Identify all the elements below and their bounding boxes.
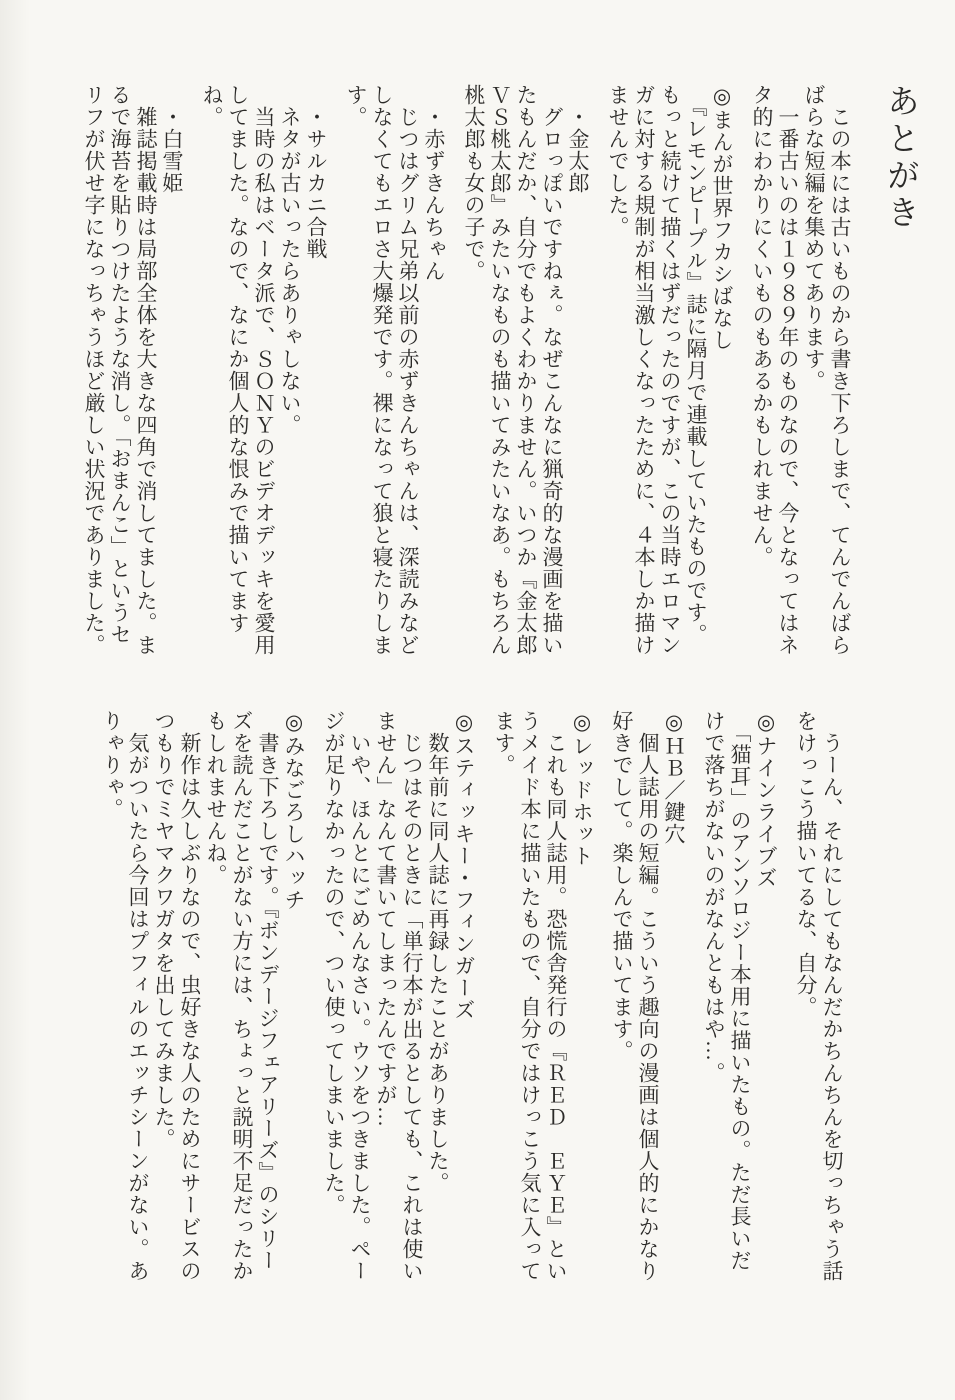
text-line: じつはグリム兄弟以前の赤ずきんちゃんは、深読みなど	[396, 84, 420, 656]
section-heading: ◎レッドホット	[570, 710, 594, 867]
text-line: 桃太郎も女の子で。	[462, 84, 486, 282]
text-line: 気がついたら今回はプフィルのエッチシーンがない。あ	[126, 710, 150, 1282]
text-line: うメイド本に描いたもので、自分ではけっこう気に入って	[518, 710, 542, 1282]
section-heading: ◎まんが世界フカシばなし	[710, 84, 734, 351]
text-line: 個人誌用の短編。こういう趣向の漫画は個人的にかなり	[636, 710, 660, 1282]
text-line: これも同人誌用。恐慌舎発行の『ＲＥＤ ＥＹＥ』とい	[544, 710, 568, 1282]
text-line: この本には古いものから書き下ろしまで、てんでんばら	[828, 84, 852, 656]
afterword-top-block	[81, 84, 919, 666]
text-line: しなくてもエロさ大爆発です。裸になって狼と寝たりしま	[370, 84, 394, 656]
text-line: もっと続けて描くはずだったのですが、この当時エロマン	[658, 84, 682, 656]
section-heading: ◎スティッキー・フィンガーズ	[452, 710, 476, 1021]
text-line: るで海苔を貼りつけたような消し。「おまんこ」というセ	[108, 84, 132, 646]
text-line: ズを読んだことがない方には、ちょっと説明不足だったか	[230, 710, 254, 1282]
text-line: つもりでミヤマクワガタを出してみました。	[152, 710, 176, 1150]
text-line: タ的にわかりにくいものもあるかもしれません。	[750, 84, 774, 568]
text-line: 『レモンピープル』誌に隔月で連載していたものです。	[684, 84, 708, 646]
text-line: をけっこう描いてるな、自分。	[794, 710, 818, 1018]
text-line: してました。なので、なにか個人的な恨みで描いてますね。	[200, 84, 250, 634]
text-line: ＶＳ桃太郎』みたいなものも描いてみたいなあ。もちろん	[488, 84, 512, 656]
section-heading: ◎ナインライブズ	[754, 710, 778, 889]
section-heading: ・白雪姫	[160, 84, 184, 194]
text-line: グロっぽいですねぇ。なぜこんなに猟奇的な漫画を描い	[540, 84, 564, 656]
text-line: りゃりゃ。	[100, 710, 124, 820]
text-line: うーん、それにしてもなんだかちんちんを切っちゃう話	[820, 710, 844, 1282]
text-line: ます。	[492, 710, 516, 776]
text-line: 好きでして。楽しんで描いてます。	[610, 710, 634, 1062]
text-line: ばらな短編を集めてあります。	[802, 84, 826, 392]
page-title: あとがき	[882, 84, 918, 232]
text-line: ジが足りなかったので、つい使ってしまいました。	[322, 710, 346, 1216]
text-line: 書き下ろしです。『ボンデージフェアリーズ』のシリー	[256, 710, 280, 1272]
text-line: す。	[344, 84, 368, 128]
text-line: 新作は久しぶりなので、虫好きな人のためにサービスの	[178, 710, 202, 1282]
text-line: ネタが古いったらありゃしない。	[278, 84, 302, 436]
text-line: じつはそのときに「単行本が出るとしても、これは使い	[400, 710, 424, 1282]
text-line: 「猫耳」のアンソロジー本用に描いたもの。ただ長いだ	[728, 710, 752, 1272]
text-line: もしれませんね。	[204, 710, 228, 886]
text-line: 一番古いのは１９８９年のものなので、今となってはネ	[776, 84, 800, 656]
text-line: たもんだか、自分でもよくわかりません。いつか『金太郎	[514, 84, 538, 656]
text-line: ません」なんて書いてしまったんですが…	[374, 710, 398, 1128]
section-heading: ・金太郎	[566, 84, 590, 194]
text-line: 数年前に同人誌に再録したことがありました。	[426, 710, 450, 1194]
section-heading: ◎みなごろしハッチ	[282, 710, 306, 911]
text-line: リフが伏せ字になっちゃうほど厳しい状況でありました。	[82, 84, 106, 656]
text-line: 当時の私はベータ派で、ＳＯＮＹのビデオデッキを愛用	[252, 84, 276, 656]
section-heading: ◎ＨＢ／鍵穴	[662, 710, 686, 845]
text-line: ませんでした。	[606, 84, 630, 238]
section-heading: ・サルカニ合戦	[304, 84, 328, 260]
text-line: いや、ほんとにごめんなさい。ウソをつきました。ペー	[348, 710, 372, 1282]
afterword-bottom-block	[99, 710, 845, 1290]
text-line: けで落ちがないのがなんともはや…。	[702, 710, 726, 1084]
section-heading: ・赤ずきんちゃん	[422, 84, 446, 282]
text-line: 雑誌掲載時は局部全体を大きな四角で消してました。ま	[134, 84, 158, 656]
text-line: ガに対する規制が相当激しくなったために、４本しか描け	[632, 84, 656, 656]
